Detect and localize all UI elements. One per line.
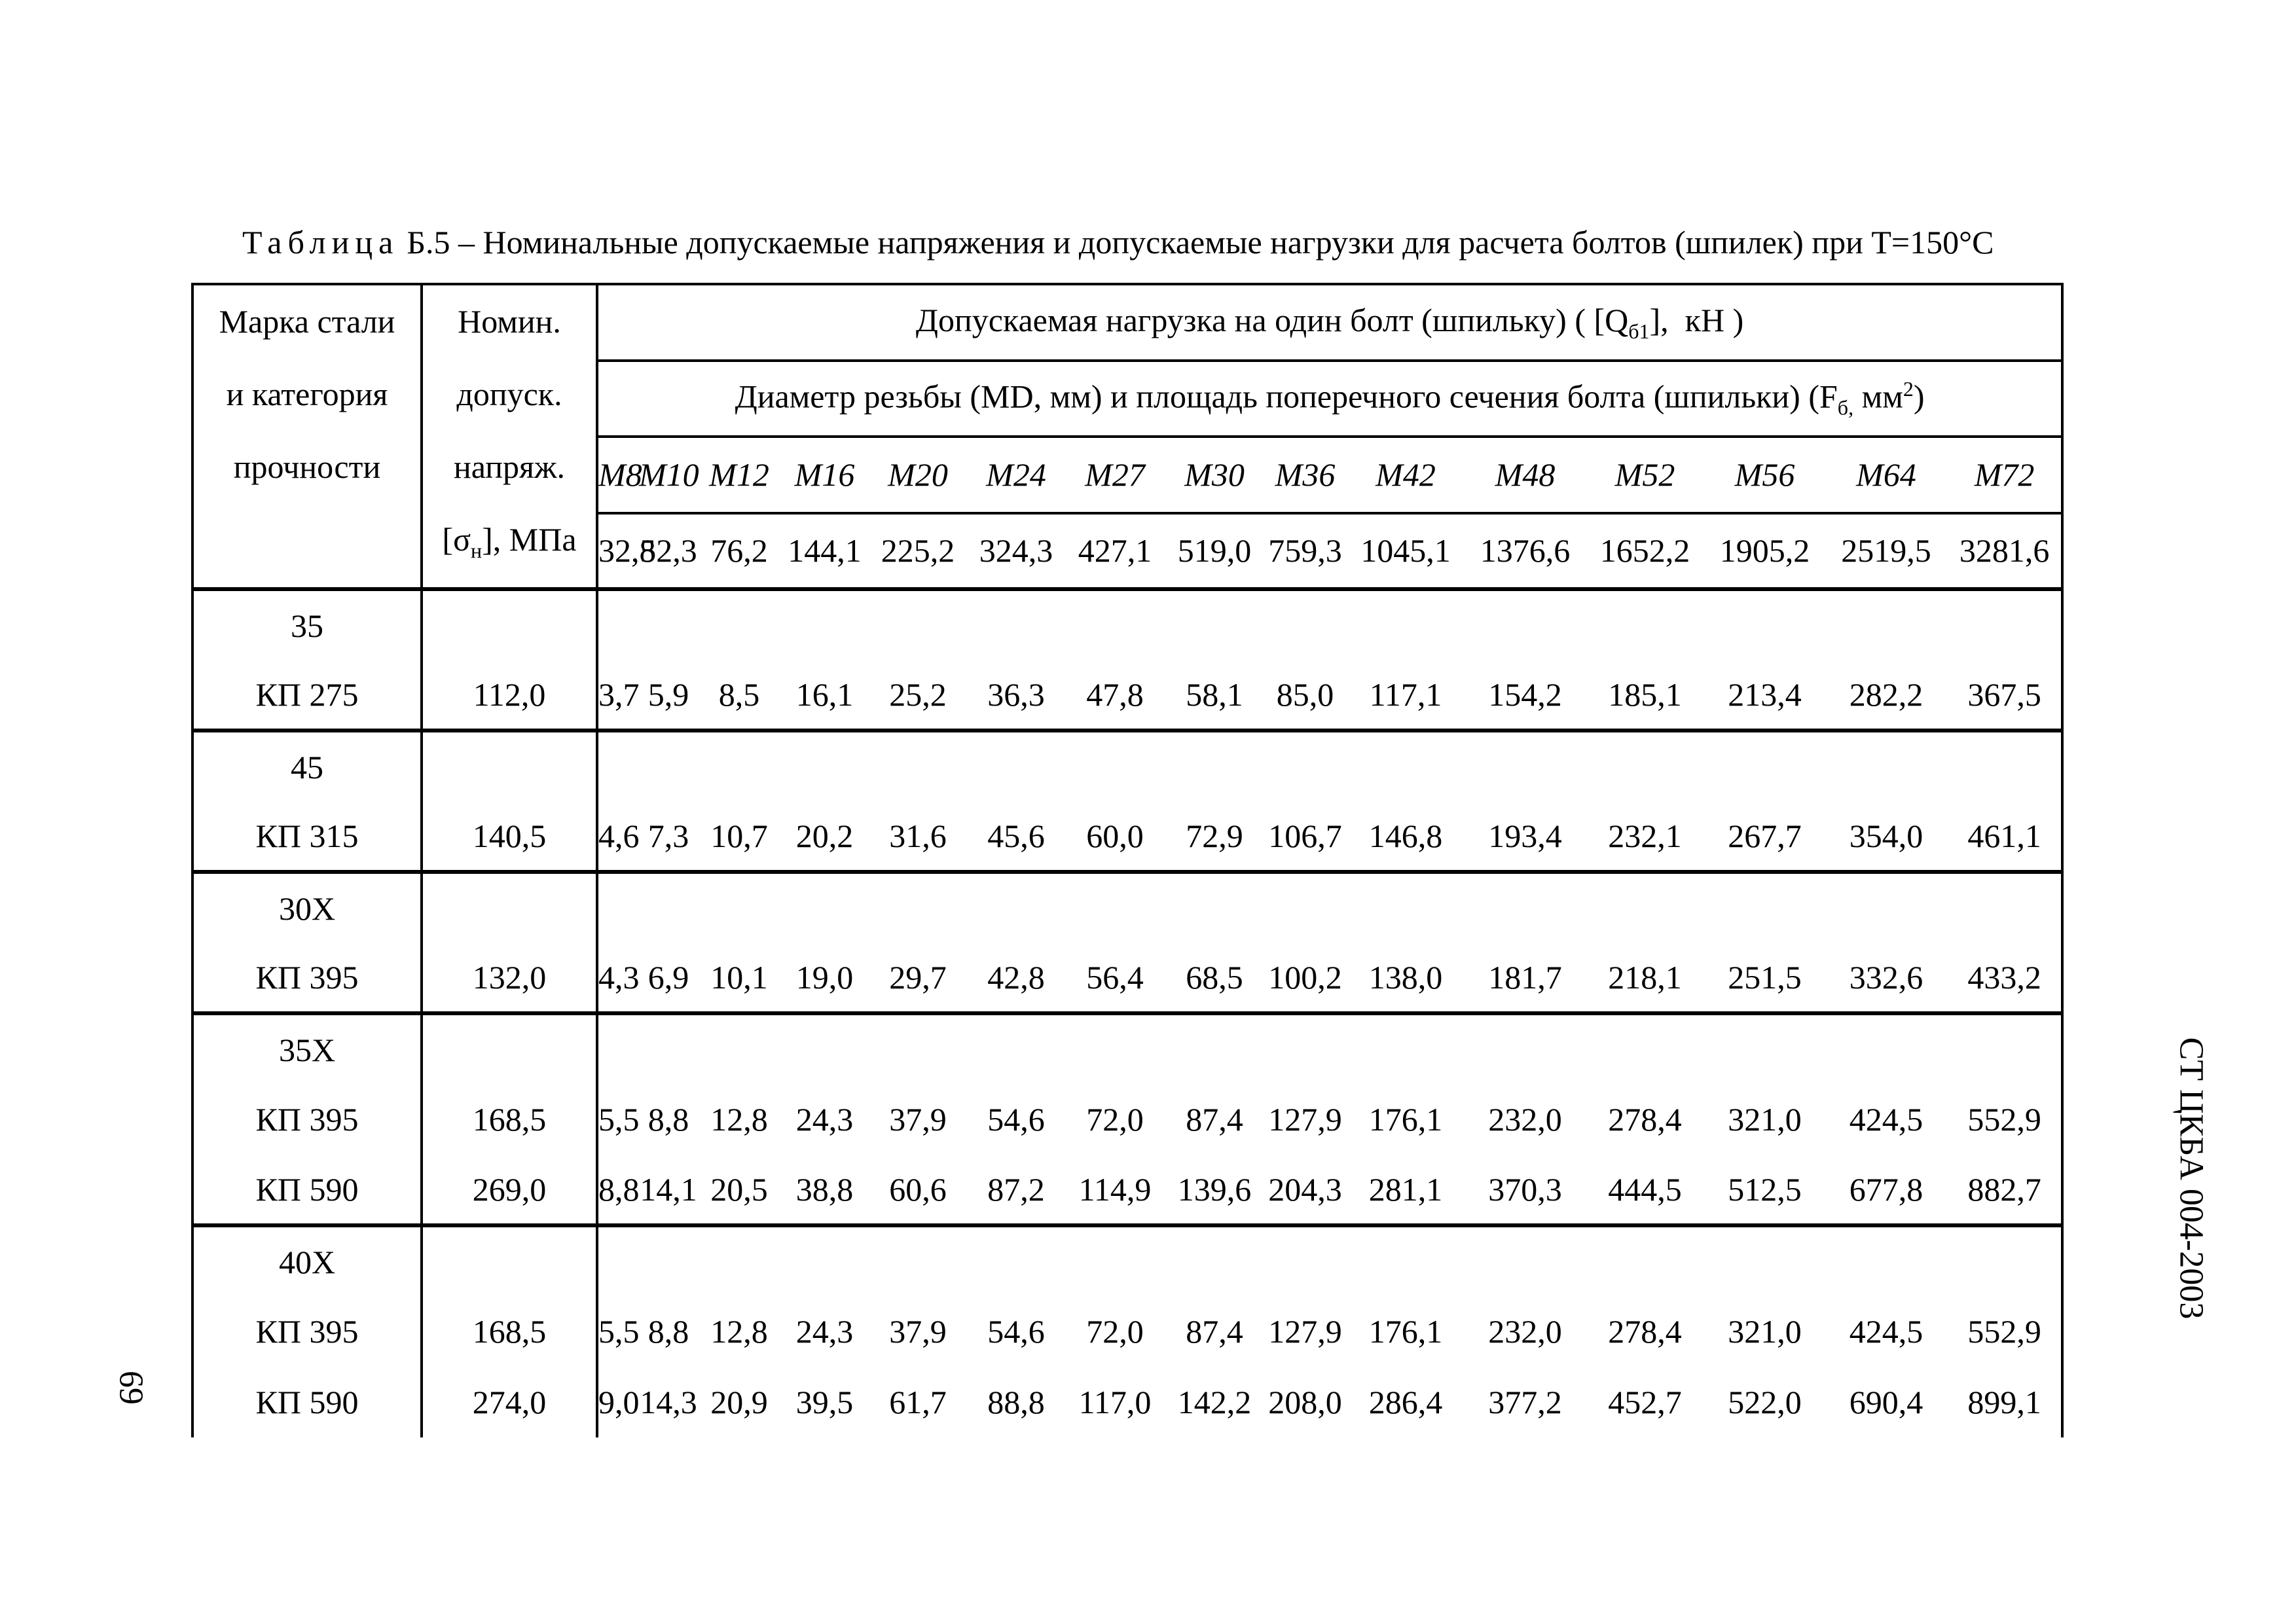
thread-size-М16: М16 bbox=[780, 437, 869, 513]
stress-empty bbox=[422, 1225, 597, 1296]
cross-section-area: 32,8 bbox=[597, 513, 639, 590]
allowable-load: 14,3 bbox=[640, 1384, 697, 1420]
cross-section-area: 76,2 bbox=[698, 513, 780, 590]
steel-group-row bbox=[192, 872, 2062, 943]
allowable-load: 6,9 bbox=[647, 958, 689, 996]
allowable-load: 87,4 bbox=[1186, 1313, 1243, 1350]
allowable-load: 377,2 bbox=[1488, 1384, 1562, 1420]
allowable-load: 10,7 bbox=[710, 817, 768, 854]
strength-category: КП 315 bbox=[192, 801, 422, 872]
page-number bbox=[105, 1358, 157, 1417]
allowable-load: 181,7 bbox=[1488, 958, 1562, 996]
cross-section-area: 52,3 bbox=[639, 513, 698, 590]
nominal-stress: 274,0 bbox=[422, 1367, 597, 1437]
thread-size-М52: М52 bbox=[1585, 437, 1705, 513]
stress-header-line: напряж. bbox=[453, 448, 566, 485]
allowable-load: 267,7 bbox=[1728, 817, 1802, 854]
allowable-load: 286,4 bbox=[1368, 1384, 1443, 1420]
allowable-load: 114,9 bbox=[1078, 1170, 1152, 1208]
table-row bbox=[192, 1155, 2062, 1225]
allowable-load: 87,2 bbox=[987, 1170, 1045, 1208]
grade-header-line: Марка стали bbox=[219, 303, 395, 340]
allowable-load: 4,6 bbox=[597, 801, 639, 872]
thread-size-М36: М36 bbox=[1264, 437, 1346, 513]
allowable-load: 213,4 bbox=[1728, 676, 1802, 713]
cross-section-area: 144,1 bbox=[780, 513, 869, 590]
values-empty bbox=[597, 872, 2062, 943]
stress-empty bbox=[422, 1013, 597, 1084]
nominal-stress: 168,5 bbox=[422, 1296, 597, 1367]
allowable-load: 232,1 bbox=[1608, 817, 1682, 854]
nominal-stress: 140,5 bbox=[422, 801, 597, 872]
allowable-load: 12,8 bbox=[710, 1313, 768, 1350]
allowable-load: 677,8 bbox=[1849, 1170, 1923, 1208]
cross-section-area: 1905,2 bbox=[1705, 513, 1825, 590]
load-title: Допускаемая нагрузка на один болт (шпильку) ( $[Q_{б1}]$, кН ) bbox=[597, 284, 2062, 361]
allowable-load: 60,0 bbox=[1086, 817, 1144, 854]
caption-text: Б.5 – Номинальные допускаемые напряжения и допускаемые нагрузки для расчета болтов (шпилек) при Т=150°С bbox=[407, 224, 1994, 261]
allowable-load: 12,8 bbox=[710, 1101, 768, 1138]
cross-section-area: 324,3 bbox=[967, 513, 1065, 590]
allowable-loads-table bbox=[191, 283, 2064, 1437]
allowable-load: 29,7 bbox=[889, 958, 947, 996]
nominal-stress: 112,0 bbox=[422, 660, 597, 731]
stress-header-line: Номин. bbox=[458, 303, 561, 340]
thread-size-М72: М72 bbox=[1948, 437, 2062, 513]
allowable-load: 444,5 bbox=[1608, 1170, 1682, 1208]
cross-section-area: 1045,1 bbox=[1346, 513, 1465, 590]
allowable-load: 185,1 bbox=[1608, 676, 1682, 713]
allowable-load: 88,8 bbox=[987, 1384, 1045, 1420]
allowable-load: 5,5 bbox=[597, 1296, 639, 1367]
allowable-load: 552,9 bbox=[1948, 1296, 2062, 1367]
allowable-load: 218,1 bbox=[1608, 958, 1682, 996]
thread-size-М10: М10 bbox=[639, 437, 698, 513]
allowable-load: 31,6 bbox=[889, 817, 947, 854]
allowable-load: 552,9 bbox=[1948, 1084, 2062, 1155]
allowable-load: 72,0 bbox=[1086, 1313, 1144, 1350]
allowable-load: 354,0 bbox=[1849, 817, 1923, 854]
allowable-load: 10,1 bbox=[710, 958, 768, 996]
nominal-stress: 168,5 bbox=[422, 1084, 597, 1155]
allowable-load: 45,6 bbox=[987, 817, 1045, 854]
allowable-load: 232,0 bbox=[1488, 1313, 1562, 1350]
allowable-load: 146,8 bbox=[1368, 817, 1443, 854]
allowable-load: 461,1 bbox=[1948, 801, 2062, 872]
table-row bbox=[192, 660, 2062, 731]
allowable-load: 60,6 bbox=[889, 1170, 947, 1208]
allowable-load: 522,0 bbox=[1728, 1384, 1802, 1420]
allowable-load: 370,3 bbox=[1488, 1170, 1562, 1208]
strength-category: КП 590 bbox=[192, 1367, 422, 1437]
allowable-load: 4,3 bbox=[597, 943, 639, 1013]
stress-header-line: $[\sigma_н]$, МПа bbox=[442, 521, 577, 562]
allowable-load: 14,1 bbox=[640, 1170, 697, 1208]
stress-header-line: допуск. bbox=[456, 376, 562, 412]
diameter-title: Диаметр резьбы (МD, мм) и площадь поперечного сечения болта (шпильки) ($F_{б,}$ $мм^2$) bbox=[597, 361, 2062, 437]
stress-empty bbox=[422, 589, 597, 660]
allowable-load: 8,8 bbox=[647, 1313, 689, 1350]
allowable-load: 882,7 bbox=[1948, 1155, 2062, 1225]
table-row bbox=[192, 1367, 2062, 1437]
table-caption bbox=[242, 221, 2180, 263]
allowable-load: 19,0 bbox=[795, 958, 854, 996]
allowable-load: 5,5 bbox=[597, 1084, 639, 1155]
thread-size-М42: М42 bbox=[1346, 437, 1465, 513]
allowable-load: 100,2 bbox=[1268, 958, 1342, 996]
allowable-load: 16,1 bbox=[795, 676, 854, 713]
allowable-load: 87,4 bbox=[1186, 1101, 1243, 1138]
allowable-load: 282,2 bbox=[1849, 676, 1923, 713]
caption-lead: Таблица bbox=[242, 224, 399, 261]
allowable-load: 278,4 bbox=[1608, 1313, 1682, 1350]
document-code-text: СТ ЦКБА 004-2003 bbox=[2172, 1037, 2210, 1320]
allowable-load: 9,0 bbox=[597, 1367, 639, 1437]
allowable-load: 139,6 bbox=[1177, 1170, 1252, 1208]
values-empty bbox=[597, 731, 2062, 801]
allowable-load: 193,4 bbox=[1488, 817, 1562, 854]
cross-section-area: 1376,6 bbox=[1465, 513, 1585, 590]
stress-empty bbox=[422, 872, 597, 943]
allowable-load: 39,5 bbox=[795, 1384, 854, 1420]
allowable-load: 204,3 bbox=[1268, 1170, 1342, 1208]
allowable-load: 176,1 bbox=[1368, 1101, 1443, 1138]
allowable-load: 20,9 bbox=[710, 1384, 768, 1420]
allowable-load: 36,3 bbox=[987, 676, 1045, 713]
allowable-load: 54,6 bbox=[987, 1101, 1045, 1138]
allowable-load: 138,0 bbox=[1368, 958, 1443, 996]
stress-header bbox=[422, 284, 597, 589]
strength-category: КП 275 bbox=[192, 660, 422, 731]
allowable-load: 8,8 bbox=[647, 1101, 689, 1138]
allowable-load: 24,3 bbox=[795, 1101, 854, 1138]
allowable-load: 424,5 bbox=[1849, 1101, 1923, 1138]
table-row bbox=[192, 1084, 2062, 1155]
allowable-load: 117,1 bbox=[1369, 676, 1442, 713]
document-code bbox=[2162, 1021, 2221, 1335]
grade-header-line: прочности bbox=[233, 448, 381, 485]
allowable-load: 5,9 bbox=[647, 676, 689, 713]
allowable-load: 61,7 bbox=[889, 1384, 947, 1420]
steel-group-row bbox=[192, 1013, 2062, 1084]
strength-category: КП 590 bbox=[192, 1155, 422, 1225]
allowable-load: 251,5 bbox=[1728, 958, 1802, 996]
cross-section-area: 759,3 bbox=[1264, 513, 1346, 590]
cross-section-area: 3281,6 bbox=[1948, 513, 2062, 590]
table-row bbox=[192, 1296, 2062, 1367]
allowable-load: 37,9 bbox=[889, 1101, 947, 1138]
allowable-load: 208,0 bbox=[1268, 1384, 1342, 1420]
allowable-load: 20,2 bbox=[795, 817, 854, 854]
nominal-stress: 269,0 bbox=[422, 1155, 597, 1225]
allowable-load: 321,0 bbox=[1728, 1101, 1802, 1138]
allowable-load: 72,9 bbox=[1186, 817, 1243, 854]
strength-category: КП 395 bbox=[192, 943, 422, 1013]
allowable-load: 281,1 bbox=[1368, 1170, 1443, 1208]
strength-category: КП 395 bbox=[192, 1084, 422, 1155]
steel-grade: 30Х bbox=[192, 872, 422, 943]
allowable-load: 56,4 bbox=[1086, 958, 1144, 996]
cross-section-area: 225,2 bbox=[869, 513, 967, 590]
allowable-load: 433,2 bbox=[1948, 943, 2062, 1013]
allowable-load: 321,0 bbox=[1728, 1313, 1802, 1350]
thread-size-М12: М12 bbox=[698, 437, 780, 513]
allowable-load: 72,0 bbox=[1086, 1101, 1144, 1138]
allowable-load: 7,3 bbox=[647, 817, 689, 854]
allowable-load: 278,4 bbox=[1608, 1101, 1682, 1138]
values-empty bbox=[597, 589, 2062, 660]
allowable-load: 20,5 bbox=[710, 1170, 768, 1208]
allowable-load: 899,1 bbox=[1948, 1367, 2062, 1437]
allowable-load: 42,8 bbox=[987, 958, 1045, 996]
steel-group-row bbox=[192, 731, 2062, 801]
allowable-load: 85,0 bbox=[1276, 676, 1334, 713]
values-empty bbox=[597, 1013, 2062, 1084]
allowable-load: 106,7 bbox=[1268, 817, 1342, 854]
allowable-load: 47,8 bbox=[1086, 676, 1144, 713]
thread-size-М48: М48 bbox=[1465, 437, 1585, 513]
thread-size-М20: М20 bbox=[869, 437, 967, 513]
thread-size-М27: М27 bbox=[1065, 437, 1165, 513]
allowable-load: 127,9 bbox=[1268, 1101, 1342, 1138]
allowable-load: 452,7 bbox=[1608, 1384, 1682, 1420]
table-row bbox=[192, 943, 2062, 1013]
cross-section-area: 519,0 bbox=[1165, 513, 1264, 590]
values-empty bbox=[597, 1225, 2062, 1296]
stress-empty bbox=[422, 731, 597, 801]
steel-grade: 40Х bbox=[192, 1225, 422, 1296]
allowable-load: 54,6 bbox=[987, 1313, 1045, 1350]
cross-section-area: 427,1 bbox=[1065, 513, 1165, 590]
nominal-stress: 132,0 bbox=[422, 943, 597, 1013]
allowable-load: 25,2 bbox=[889, 676, 947, 713]
allowable-load: 117,0 bbox=[1078, 1384, 1152, 1420]
allowable-load: 24,3 bbox=[795, 1313, 854, 1350]
steel-group-row bbox=[192, 1225, 2062, 1296]
thread-size-М56: М56 bbox=[1705, 437, 1825, 513]
allowable-load: 424,5 bbox=[1849, 1313, 1923, 1350]
allowable-load: 38,8 bbox=[795, 1170, 854, 1208]
steel-grade: 45 bbox=[192, 731, 422, 801]
allowable-load: 690,4 bbox=[1849, 1384, 1923, 1420]
thread-size-М24: М24 bbox=[967, 437, 1065, 513]
allowable-load: 127,9 bbox=[1268, 1313, 1342, 1350]
cross-section-area: 1652,2 bbox=[1585, 513, 1705, 590]
allowable-load: 367,5 bbox=[1948, 660, 2062, 731]
table-row bbox=[192, 801, 2062, 872]
allowable-load: 8,8 bbox=[597, 1155, 639, 1225]
steel-group-row bbox=[192, 589, 2062, 660]
allowable-load: 68,5 bbox=[1186, 958, 1243, 996]
cross-section-area: 2519,5 bbox=[1825, 513, 1948, 590]
allowable-load: 3,7 bbox=[597, 660, 639, 731]
allowable-load: 332,6 bbox=[1849, 958, 1923, 996]
allowable-load: 142,2 bbox=[1177, 1384, 1252, 1420]
allowable-load: 154,2 bbox=[1488, 676, 1562, 713]
grade-header bbox=[192, 284, 422, 589]
grade-header-line: и категория bbox=[226, 376, 388, 412]
allowable-load: 58,1 bbox=[1186, 676, 1243, 713]
thread-size-М64: М64 bbox=[1825, 437, 1948, 513]
page-number-text: 69 bbox=[112, 1371, 150, 1405]
steel-grade: 35Х bbox=[192, 1013, 422, 1084]
thread-size-М8: М8 bbox=[597, 437, 639, 513]
allowable-load: 512,5 bbox=[1728, 1170, 1802, 1208]
steel-grade: 35 bbox=[192, 589, 422, 660]
allowable-load: 232,0 bbox=[1488, 1101, 1562, 1138]
allowable-load: 37,9 bbox=[889, 1313, 947, 1350]
allowable-load: 8,5 bbox=[718, 676, 760, 713]
allowable-load: 176,1 bbox=[1368, 1313, 1443, 1350]
thread-size-М30: М30 bbox=[1165, 437, 1264, 513]
strength-category: КП 395 bbox=[192, 1296, 422, 1367]
